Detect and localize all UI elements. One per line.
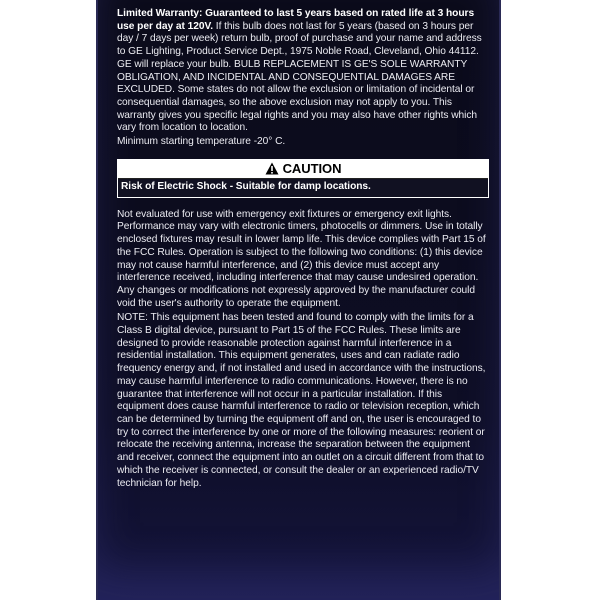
warranty-body: If this bulb does not last for 5 years (based on 3 hours per day / 7 days per week) return bulb, proof of purchase and your name and address to GE Lighting, Product Service Dept., 1975 Noble Road, Cleveland, Ohio 44112. GE will replace your bulb. BULB REPLACEMENT IS GE'S SOLE WARRANTY OBLIGATION, AND INCIDENTAL AND CONSEQUENTIAL DAMAGES ARE EXCLUDED. Some states do not allow the exclusion or limitation of incidental or consequential damages, so the above exclusion may not apply to you. This warranty gives you specific legal rights and you may also have other rights which vary from location to location.	[117, 20, 482, 134]
caution-header	[118, 160, 488, 179]
warranty-heading: Limited Warranty: Guaranteed to last 5 years based on rated life at 3 hours use per day at 120V.	[117, 8, 475, 32]
warning-triangle-icon	[265, 162, 279, 180]
caution-title: CAUTION	[282, 160, 342, 176]
panel-left-edge	[96, 0, 98, 600]
notice-paragraph: Not evaluated for use with emergency exit fixtures or emergency exit lights. Performance may vary with electronic timers, photocells or dimmers. Use in totally enclosed fixtures may result in lower lamp life. This device complies with Part 15 of the FCC Rules. Operation is subject to the following two conditions: (1) this device may not cause harmful interference, and (2) this device must accept any interference received, including interference that may cause undesired operation. Any changes or modifications not expressly approved by the manufacturer could void the user's authority to operate the equipment.	[117, 208, 486, 309]
fcc-note-paragraph: NOTE: This equipment has been tested and found to comply with the limits for a Class B digital device, pursuant to Part 15 of the FCC Rules. These limits are designed to provide reasonable protection against harmful interference in a residential installation. This equipment generates, uses and can radiate radio frequency energy and, if not installed and used in accordance with the instructions, may cause harmful interference to radio communications. However, there is no guarantee that interference will not occur in a particular installation. If this equipment does cause harmful interference to radio or television reception, which can be determined by turning the equipment off and on, the user is encouraged to try to correct the interference by one or more of the following measures: reorient or relocate the receiving antenna, increase the separation between the equipment and receiver, connect the equipment into an outlet on a circuit different from that to which the receiver is connected, or consult the dealer or an experienced radio/TV technician for help.	[117, 312, 486, 489]
label-text-block	[117, 8, 487, 490]
panel-right-edge	[499, 0, 501, 600]
caution-box	[117, 159, 489, 198]
warranty-paragraph	[117, 8, 487, 135]
caution-message: Risk of Electric Shock - Suitable for damp locations.	[118, 179, 488, 197]
min-temperature: Minimum starting temperature -20° C.	[117, 136, 286, 148]
